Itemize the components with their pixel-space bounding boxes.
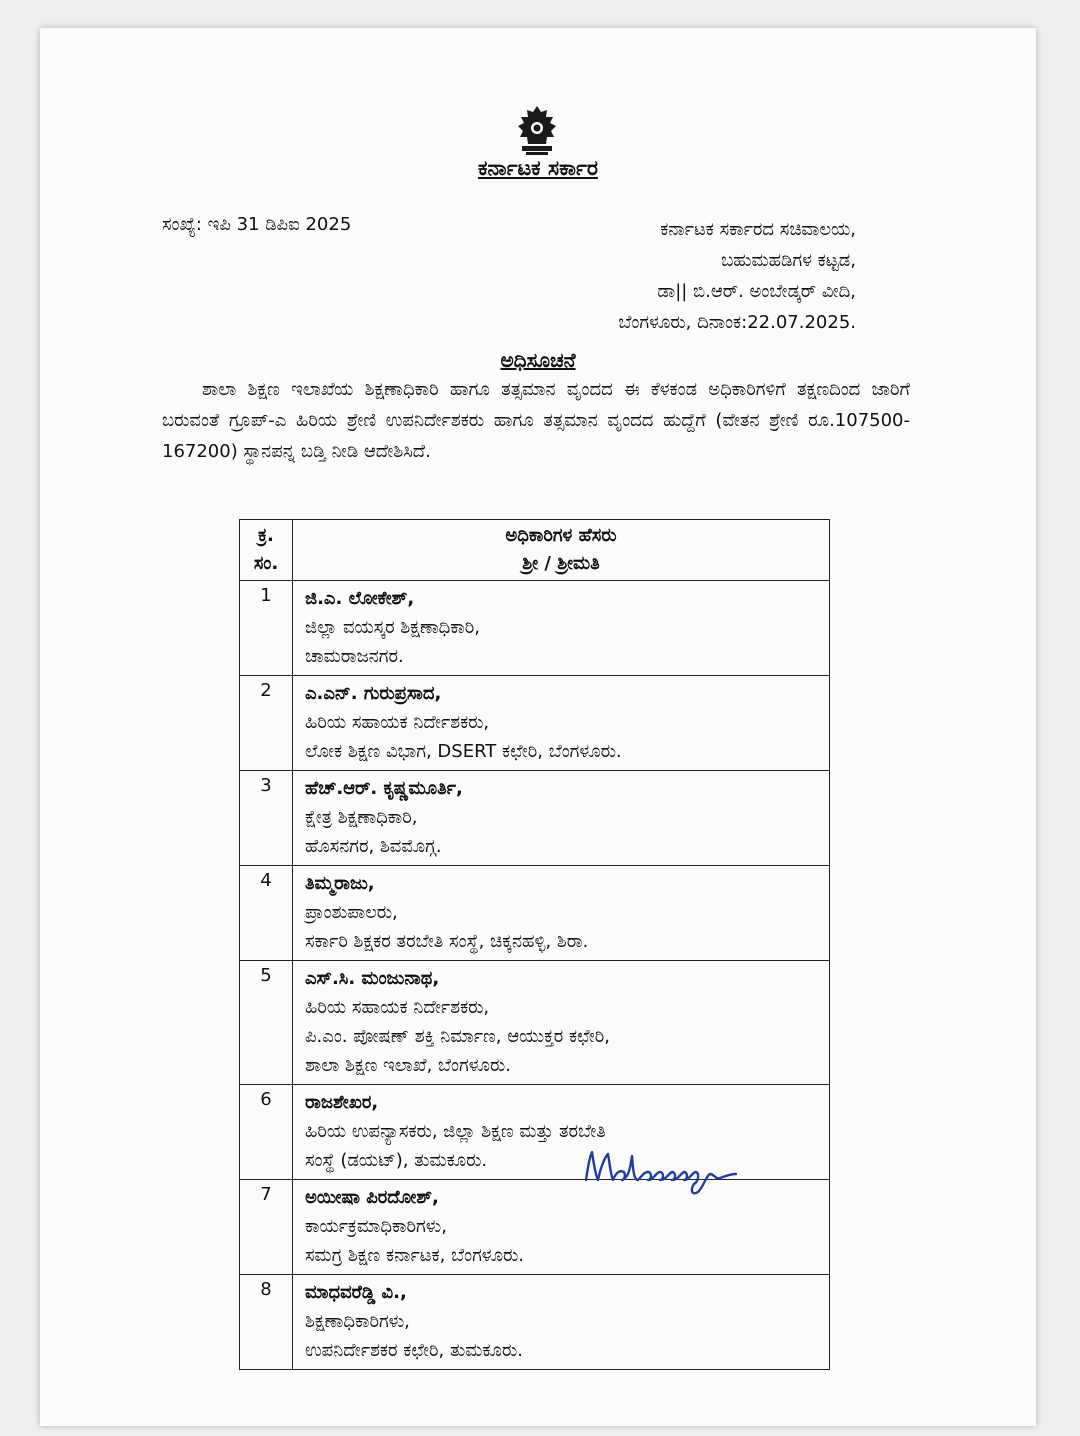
document-page xyxy=(40,28,1036,1426)
officer-name: ಹೆಚ್.ಆರ್. ಕೃಷ್ಣಮೂರ್ತಿ, xyxy=(305,778,463,799)
serial-number-header xyxy=(240,520,293,581)
officer-office: ಲೋಕ ಶಿಕ್ಷಣ ವಿಭಾಗ, DSERT ಕಛೇರಿ, ಬೆಂಗಳೂರು. xyxy=(305,741,622,762)
state-emblem-icon xyxy=(510,104,564,156)
officer-name-header xyxy=(293,520,830,581)
serial-number: 1 xyxy=(240,581,293,676)
officer-name: ಎ.ಎನ್. ಗುರುಪ್ರಸಾದ, xyxy=(305,683,442,704)
serial-number: 6 xyxy=(240,1085,293,1180)
officer-designation: ಪ್ರಾಂಶುಪಾಲರು, xyxy=(305,902,398,923)
officer-office-line-2: ಶಾಲಾ ಶಿಕ್ಷಣ ಇಲಾಖೆ, ಬೆಂಗಳೂರು. xyxy=(305,1055,511,1076)
officer-office: ಉಪನಿರ್ದೇಶಕರ ಕಛೇರಿ, ತುಮಕೂರು. xyxy=(305,1340,523,1361)
address-line-2: ಬಹುಮಹಡಿಗಳ ಕಟ್ಟಡ, xyxy=(721,250,856,271)
officer-name: ರಾಜಶೇಖರ, xyxy=(305,1092,379,1113)
officer-details xyxy=(293,866,830,961)
officer-office: ಸರ್ಕಾರಿ ಶಿಕ್ಷಕರ ತರಬೇತಿ ಸಂಸ್ಥೆ, ಚಿಕ್ಕನಹಳ್ಳಿ, ಶಿರಾ. xyxy=(305,931,589,952)
name-header-line-1: ಅಧಿಕಾರಿಗಳ ಹೆಸರು xyxy=(505,525,617,546)
table-row xyxy=(240,1275,830,1370)
notification-heading: ಅಧಿಸೂಚನೆ xyxy=(500,348,576,372)
officer-office: ಪಿ.ಎಂ. ಪೋಷಣ್ ಶಕ್ತಿ ನಿರ್ಮಾಣ, ಆಯುಕ್ತರ ಕಛೇರಿ, xyxy=(305,1026,610,1047)
officer-details xyxy=(293,1275,830,1370)
serial-number: 2 xyxy=(240,676,293,771)
officer-details xyxy=(293,771,830,866)
officer-details xyxy=(293,961,830,1085)
officer-office: ಸಮಗ್ರ ಶಿಕ್ಷಣ ಕರ್ನಾಟಕ, ಬೆಂಗಳೂರು. xyxy=(305,1245,525,1266)
table-row xyxy=(240,676,830,771)
serial-number: 4 xyxy=(240,866,293,961)
address-line-1: ಕರ್ನಾಟಕ ಸರ್ಕಾರದ ಸಚಿವಾಲಯ, xyxy=(660,219,856,240)
officer-name: ಜಿ.ಎ. ಲೋಕೇಶ್, xyxy=(305,588,415,609)
officers-table xyxy=(239,519,830,1370)
officer-details xyxy=(293,581,830,676)
serial-number: 5 xyxy=(240,961,293,1085)
address-line-3: ಡಾ|| ಬಿ.ಆರ್. ಅಂಬೇಡ್ಕರ್ ವೀದಿ, xyxy=(657,281,856,302)
officer-designation: ಕಾರ್ಯಕ್ರಮಾಧಿಕಾರಿಗಳು, xyxy=(305,1216,447,1237)
officer-office: ಹೊಸನಗರ, ಶಿವಮೊಗ್ಗ. xyxy=(305,836,442,857)
officer-designation: ಹಿರಿಯ ಸಹಾಯಕ ನಿರ್ದೇಶಕರು, xyxy=(305,997,490,1018)
officer-details xyxy=(293,676,830,771)
table-row xyxy=(240,771,830,866)
notification-body: ಶಾಲಾ ಶಿಕ್ಷಣ ಇಲಾಖೆಯ ಶಿಕ್ಷಣಾಧಿಕಾರಿ ಹಾಗೂ ತತ್ಸಮಾನ ವೃಂದದ ಈ ಕೆಳಕಂಡ ಅಧಿಕಾರಿಗಳಿಗೆ ತಕ್ಷಣದಿಂದ ಜಾರಿಗೆ ಬರುವಂತೆ ಗ್ರೂಪ್-ಎ ಹಿರಿಯ ಶ್ರೇಣಿ ಉಪನಿರ್ದೇಶಕರು ಹಾಗೂ ತತ್ಸಮಾನ ವೃಂದದ ಹುದ್ದೆಗೆ (ವೇತನ ಶ್ರೇಣಿ ರೂ.107500-167200) ಸ್ಥಾನಪನ್ನ ಬಡ್ತಿ ನೀಡಿ ಆದೇಶಿಸಿದೆ. xyxy=(162,379,910,462)
officer-name: ತಿಮ್ಮರಾಜು, xyxy=(305,873,375,894)
table-row xyxy=(240,581,830,676)
office-address xyxy=(618,214,856,338)
reference-number: ಸಂಖ್ಯೆ: ಇಪಿ 31 ಡಿಪಿಐ 2025 xyxy=(162,214,352,235)
serial-number: 3 xyxy=(240,771,293,866)
officer-designation: ಜಿಲ್ಲಾ ವಯಸ್ಕರ ಶಿಕ್ಷಣಾಧಿಕಾರಿ, xyxy=(305,617,480,638)
officer-name: ಮಾಧವರೆಡ್ಡಿ ವಿ., xyxy=(305,1282,407,1303)
serial-number: 7 xyxy=(240,1180,293,1275)
serial-header-line-2: ಸಂ. xyxy=(253,553,279,574)
serial-header-line-1: ಕ್ರ. xyxy=(258,525,274,546)
table-header-row xyxy=(240,520,830,581)
officer-designation: ಹಿರಿಯ ಸಹಾಯಕ ನಿರ್ದೇಶಕರು, xyxy=(305,712,490,733)
table-row xyxy=(240,961,830,1085)
officer-office: ಸಂಸ್ಥೆ (ಡಯಟ್), ತುಮಕೂರು. xyxy=(305,1150,488,1171)
table-row xyxy=(240,866,830,961)
name-header-line-2: ಶ್ರೀ / ಶ್ರೀಮತಿ xyxy=(522,553,600,574)
officer-name: ಎಸ್.ಸಿ. ಮಂಜುನಾಥ, xyxy=(305,968,440,989)
government-title: ಕರ್ನಾಟಕ ಸರ್ಕಾರ xyxy=(478,156,598,180)
officer-office: ಚಾಮರಾಜನಗರ. xyxy=(305,646,404,667)
address-line-4-date: ಬೆಂಗಳೂರು, ದಿನಾಂಕ:22.07.2025. xyxy=(618,312,856,333)
officer-designation: ಕ್ಷೇತ್ರ ಶಿಕ್ಷಣಾಧಿಕಾರಿ, xyxy=(305,807,418,828)
officer-designation: ಹಿರಿಯ ಉಪನ್ಯಾಸಕರು, ಜಿಲ್ಲಾ ಶಿಕ್ಷಣ ಮತ್ತು ತರಬೇತಿ xyxy=(305,1121,606,1142)
handwritten-signature xyxy=(580,1136,770,1200)
serial-number: 8 xyxy=(240,1275,293,1370)
officer-name: ಅಯೀಷಾ ಪಿರದೋಶ್, xyxy=(305,1187,439,1208)
officer-designation: ಶಿಕ್ಷಣಾಧಿಕಾರಿಗಳು, xyxy=(305,1311,410,1332)
